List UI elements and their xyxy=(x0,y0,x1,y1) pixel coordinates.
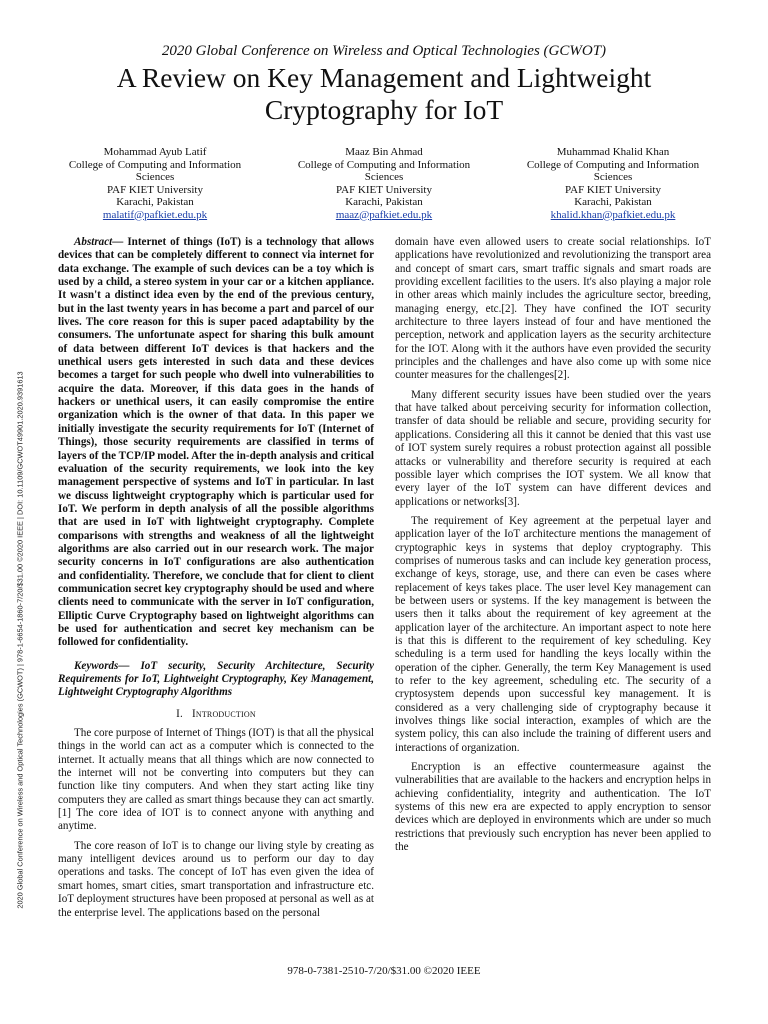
page-footer: 978-0-7381-2510-7/20/$31.00 ©2020 IEEE xyxy=(287,965,481,977)
title-line-2: Cryptography for IoT xyxy=(264,94,504,125)
author-affiliation-cont: Sciences xyxy=(593,171,633,183)
author-email-link[interactable]: khalid.khan@pafkiet.edu.pk xyxy=(550,208,676,221)
author-affiliation: College of Computing and Information xyxy=(297,158,471,171)
author-name: Mohammad Ayub Latif xyxy=(103,146,207,158)
right-paragraph-3: The requirement of Key agreement at the perpetual layer and application layer of the IoT architecture mentions the management of cryptographic keys in systems that deploy cryptography. This comprises of numerous tasks and can include key generation process, exchange of keys, storage, use, and there can even be cases where replacement of keys takes place. The user level Key management can be between users or systems. If the key management is between the users then it talks about the requirement of key agreement at the application layer of the architecture. An important aspect to note here is that this is different to the requirement of key scheduling. Key scheduling is a term used for handling the keys locally within the operation of the cipher. Generally, the term Key Management is used to refer to the key agreement, scheduling etc. The security of a cryptosystem depends upon successful key management. It is considered as a very challenging side of cryptography because it involves things like social interaction, examples of which are the system policy, this can also include the training of different users and interactions of organization. xyxy=(395,514,711,754)
author-3 xyxy=(508,146,718,221)
author-city: Karachi, Pakistan xyxy=(116,196,194,208)
section-number: I. xyxy=(176,707,184,720)
right-paragraph-1: domain have even allowed users to create social relationships. IoT applications have revolutionized and revolutionizing the transport area and concept of smart cars, smart traffic signals and smart roads are providing excellent facilities to the users. It's also playing a major role in other areas which mainly includes the agriculture sector, breeding, managing energy, etc.[2]. They have confined the IOT security architecture to three layers instead of four and have mentioned the perception, network and application layers as the security architecture for the IOT. Along with it the authors have even provided the security principles and the challenges and have also come up with some nice counter measures for the challenges[2]. xyxy=(395,236,711,382)
author-affiliation-cont: Sciences xyxy=(135,171,175,183)
right-paragraph-4: Encryption is an effective countermeasure against the vulnerabilities that are available to the hackers and encryption helps in achieving confidentiality, integrity and authentication. The IoT systems of this new era are expected to apply encryption to sensor devices which are deployed in environments which are under so much restrictions that previously such encryption has never been applied to the xyxy=(395,761,711,854)
right-column xyxy=(395,236,711,860)
author-block xyxy=(50,146,718,221)
abstract-body: Internet of things (IoT) is a technology that allows devices that can be completely different to connect via internet for data exchange. The example of such devices can be a toy which is used by a child, a stereo system in your car or a kitchen appliance. It wasn't a distinct idea even by the end of the previous century, but in the last twenty years in has become a part and parcel of our lives. The core reason for this is super paced adaptability by the consumers. The unfortunate aspect for sharing this bulk amount of data between different IoT devices is that hackers and the unethical users gets interested in such data and these devices becomes a target for such people who dwell into vulnerabilities to acquire the data. Moreover, if this data goes in the hands of hackers or unethical users, it can easily compromise the entire organization which is the owner of that data. In this paper we initially investigate the security requirements for IoT (Internet of Things), those security requirements are classified in terms of layers of the TCP/IP model. After the in-depth analysis and critical evaluation of the security requirements, we look into the key management perspective of systems and IoT in particular. In last we discuss lightweight cryptography which is particular used for IoT. We perform in depth analysis of all the possible algorithms that are used in IoT with lightweight cryptography. Complete comparisons with strengths and weakness of all the lightweight algorithms are also carried out in our research work. The major security concerns in IoT configurations are also authentication and confidentiality. Therefore, we conclude that for client to client communication secret key cryptography should be used and where clients need to communicate with the server in IoT configuration, Elliptic Curve Cryptography based on lightweight algorithms can be used for authentication and secret key mechanism can be followed for confidentiality. xyxy=(58,236,374,649)
author-name: Maaz Bin Ahmad xyxy=(345,146,423,158)
title-line-1: A Review on Key Management and Lightweight xyxy=(116,62,652,93)
author-name: Muhammad Khalid Khan xyxy=(556,146,670,158)
intro-paragraph-1: The core purpose of Internet of Things (IOT) is that all the physical things in the world can act as a computer which is connected to the internet. It actually means that all things which are now connected to the internet will not be converting into computers but they can function like tiny computers. And when they start acting like tiny computers they are called as smart things because they can act smartly. [1] The core idea of IOT is to connect anyone with anything and anytime. xyxy=(58,727,374,833)
author-email-link[interactable]: malatif@pafkiet.edu.pk xyxy=(102,208,208,221)
author-email-link[interactable]: maaz@pafkiet.edu.pk xyxy=(335,208,433,221)
section-title: Introduction xyxy=(191,707,256,720)
abstract-lead: Abstract— xyxy=(74,236,124,248)
author-university: PAF KIET University xyxy=(565,183,661,196)
author-2 xyxy=(279,146,489,221)
intro-paragraph-2: The core reason of IoT is to change our living style by creating as many intelligent devices around us to perform our day to day operations and tasks. The concept of IoT has even given the idea of smart homes, smart cities, smart transportation and infrastructure etc. IoT deployment structures have been proposed at personal as well as at the enterprise level. The applications based on the personal xyxy=(58,839,374,919)
keywords: Keywords— IoT security, Security Architecture, Security Requirements for IoT, Lightweight Cryptography, Key Management, Lightweight Cryptography Algorithms xyxy=(58,659,374,699)
abstract xyxy=(58,236,374,650)
author-university: PAF KIET University xyxy=(336,183,432,196)
section-heading xyxy=(58,708,374,721)
author-affiliation: College of Computing and Information xyxy=(526,158,700,171)
author-affiliation: College of Computing and Information xyxy=(68,158,242,171)
side-doi-text: 2020 Global Conference on Wireless and Optical Technologies (GCWOT) | 978-1-6654-1860-7/20/$31.00 ©2020 IEEE | DOI: 10.1109/GCWOT49901.2020.9391613 xyxy=(15,371,25,909)
left-column xyxy=(58,236,374,926)
author-city: Karachi, Pakistan xyxy=(574,196,652,208)
conference-header: 2020 Global Conference on Wireless and Optical Technologies (GCWOT) xyxy=(161,43,607,59)
side-doi-strip xyxy=(14,310,26,970)
author-university: PAF KIET University xyxy=(107,183,203,196)
author-affiliation-cont: Sciences xyxy=(364,171,404,183)
paper-title xyxy=(40,62,728,126)
author-city: Karachi, Pakistan xyxy=(345,196,423,208)
author-1 xyxy=(50,146,260,221)
right-paragraph-2: Many different security issues have been studied over the years that have talked about perceiving security for information collection, transfer of data should be reliable and secure, providing security for applications. Considering all this it cannot be denied that this vast use of IOT system surely requires a robust protection against all possible attacks or vulnerability and therefore security is required at each possible layer which comprises the IOT system. We all know that every layer of the IoT system can have different devices and applications or networks[3]. xyxy=(395,388,711,508)
